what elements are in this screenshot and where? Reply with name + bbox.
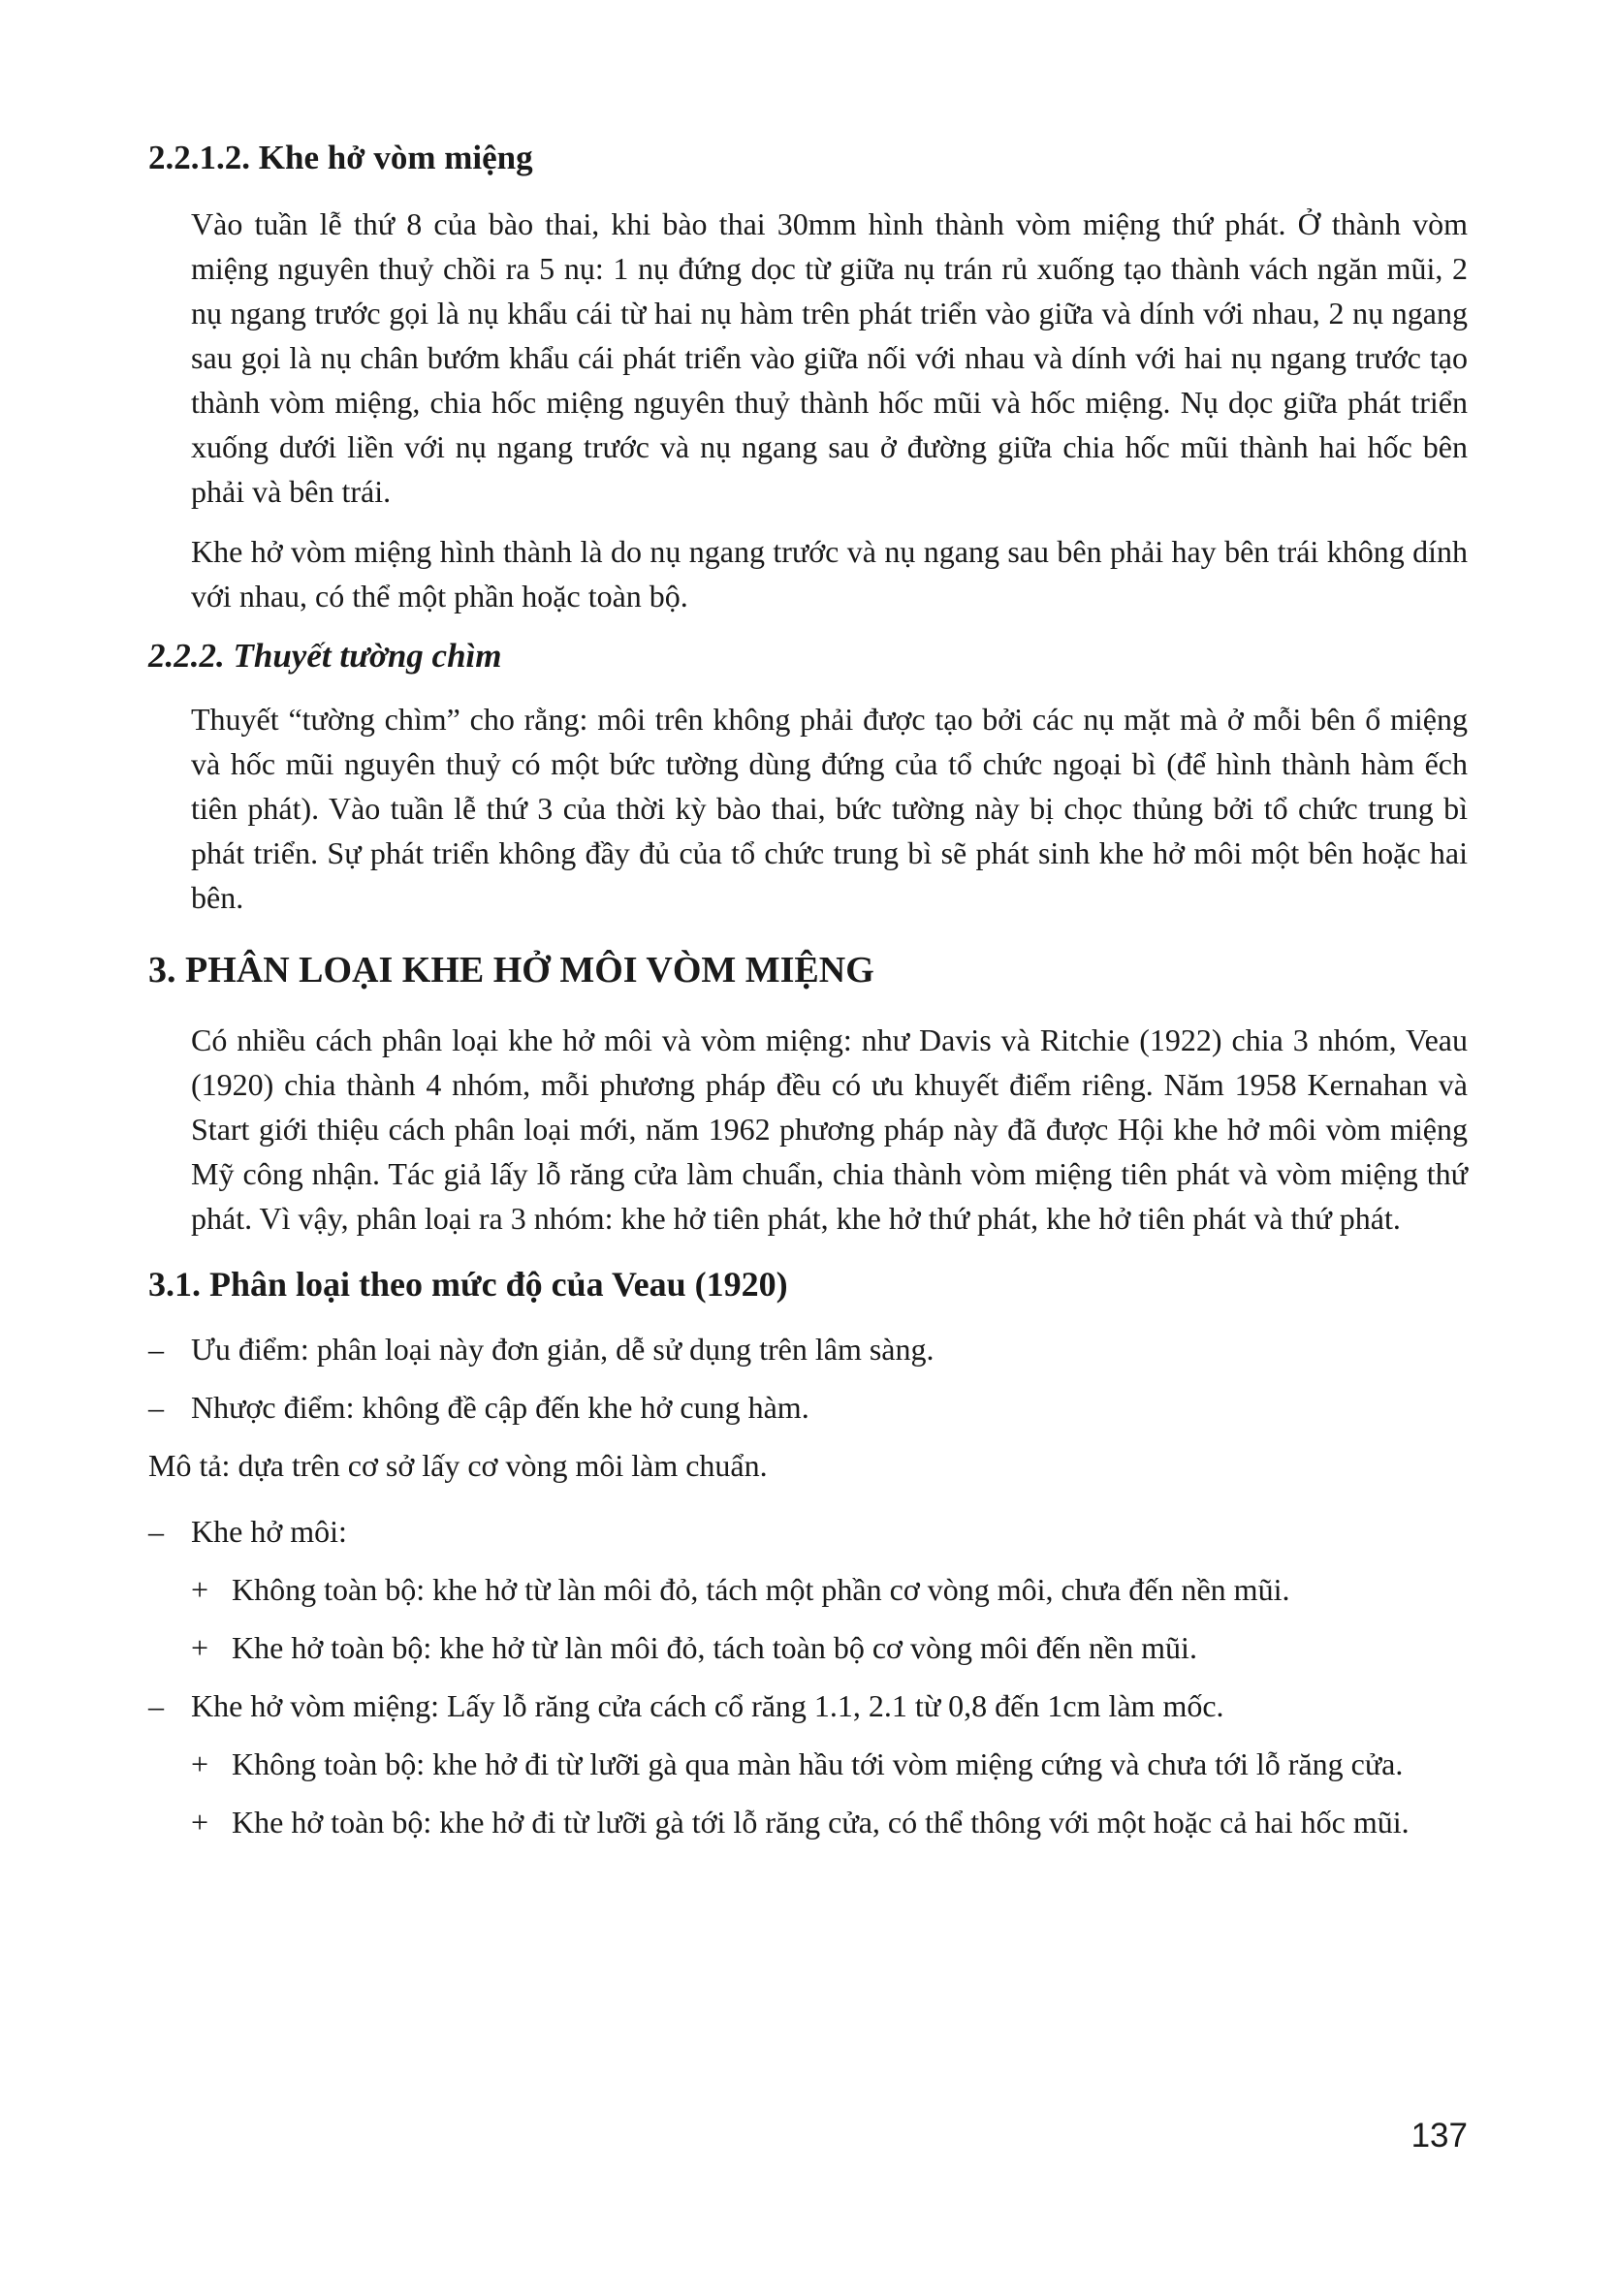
plus-marker: + xyxy=(191,1572,209,1608)
list-item xyxy=(148,1327,1468,1371)
plus-marker: + xyxy=(191,1746,209,1782)
sub-item-text: Khe hở toàn bộ: khe hở từ làn môi đỏ, tách toàn bộ cơ vòng môi đến nền mũi. xyxy=(232,1630,1197,1666)
paragraph: Có nhiều cách phân loại khe hở môi và vòm miệng: như Davis và Ritchie (1922) chia 3 nhóm, Veau (1920) chia thành 4 nhóm, mỗi phương pháp đều có ưu khuyết điểm riêng. Năm 1958 Kernahan và Start giới thiệu cách phân loại mới, năm 1962 phương pháp này đã được Hội khe hở môi vòm miệng Mỹ công nhận. Tác giả lấy lỗ răng cửa làm chuẩn, chia thành vòm miệng tiên phát và vòm miệng thứ phát. Vì vậy, phân loại ra 3 nhóm: khe hở tiên phát, khe hở thứ phát, khe hở tiên phát và thứ phát. xyxy=(191,1022,1468,1237)
sub-item-text: Không toàn bộ: khe hở từ làn môi đỏ, tách một phần cơ vòng môi, chưa đến nền mũi. xyxy=(232,1572,1290,1608)
palate-cleft-title: Khe hở vòm miệng: Lấy lỗ răng cửa cách cổ răng 1.1, 2.1 từ 0,8 đến 1cm làm mốc. xyxy=(191,1688,1224,1724)
sub-list-item xyxy=(191,1567,1468,1612)
dash-marker: – xyxy=(148,1688,164,1724)
sub-list-item xyxy=(191,1800,1468,1844)
disadvantage-text: Nhược điểm: không đề cập đến khe hở cung hàm. xyxy=(191,1390,809,1426)
heading-section-3: 3. PHÂN LOẠI KHE HỞ MÔI VÒM MIỆNG xyxy=(148,950,874,991)
description-text: Mô tả: dựa trên cơ sở lấy cơ vòng môi làm chuẩn. xyxy=(148,1448,768,1484)
paragraph: Khe hở vòm miệng hình thành là do nụ ngang trước và nụ ngang sau bên phải hay bên trái không dính với nhau, có thể một phần hoặc toàn bộ. xyxy=(191,533,1468,613)
heading-3-1: 3.1. Phân loại theo mức độ của Veau (1920) xyxy=(148,1265,788,1305)
heading-2-2-2: 2.2.2. Thuyết tường chìm xyxy=(148,636,502,675)
dash-marker: – xyxy=(148,1332,164,1368)
list-item xyxy=(148,1385,1468,1430)
classification-list xyxy=(148,1509,1468,1844)
sub-list-item xyxy=(191,1742,1468,1786)
paragraph: Thuyết “tường chìm” cho rằng: môi trên không phải được tạo bởi các nụ mặt mà ở mỗi bên ổ miệng và hốc mũi nguyên thuỷ có một bức tường dùng đứng của tổ chức ngoại bì (để hình thành hàm ếch tiên phát). Vào tuần lễ thứ 3 của thời kỳ bào thai, bức tường này bị chọc thủng bởi tổ chức trung bì phát triển. Sự phát triển không đầy đủ của tổ chức trung bì sẽ phát sinh khe hở môi một bên hoặc hai bên. xyxy=(191,702,1468,915)
dash-marker: – xyxy=(148,1390,164,1426)
plus-marker: + xyxy=(191,1805,209,1840)
plus-marker: + xyxy=(191,1630,209,1666)
page-number: 137 xyxy=(1410,2117,1468,2154)
list-item xyxy=(148,1683,1468,1728)
advantage-text: Ưu điểm: phân loại này đơn giản, dễ sử dụng trên lâm sàng. xyxy=(191,1332,935,1368)
lip-cleft-title: Khe hở môi: xyxy=(191,1514,347,1550)
dash-marker: – xyxy=(148,1514,164,1550)
sub-item-text: Khe hở toàn bộ: khe hở đi từ lưỡi gà tới lỗ răng cửa, có thể thông với một hoặc cả hai hốc mũi. xyxy=(232,1805,1410,1840)
paragraph: Vào tuần lễ thứ 8 của bào thai, khi bào thai 30mm hình thành vòm miệng thứ phát. Ở thành vòm miệng nguyên thuỷ chồi ra 5 nụ: 1 nụ đứng dọc từ giữa nụ trán rủ xuống tạo thành vách ngăn mũi, 2 nụ ngang trước gọi là nụ khẩu cái từ hai nụ hàm trên phát triển vào giữa và dính với nhau, 2 nụ ngang sau gọi là nụ chân bướm khẩu cái phát triển vào giữa nối với nhau và dính với hai nụ ngang trước tạo thành vòm miệng, chia hốc miệng nguyên thuỷ thành hốc mũi và hốc miệng. Nụ dọc giữa phát triển xuống dưới liền với nụ ngang trước và nụ ngang sau ở đường giữa chia hốc mũi thành hai hốc bên phải và bên trái. xyxy=(191,205,1468,509)
sub-list-item xyxy=(191,1625,1468,1670)
sub-item-text: Không toàn bộ: khe hở đi từ lưỡi gà qua màn hầu tới vòm miệng cứng và chưa tới lỗ răng cửa. xyxy=(232,1746,1404,1782)
list-item xyxy=(148,1509,1468,1554)
pros-cons-list xyxy=(148,1327,1468,1430)
heading-2-2-1-2: 2.2.1.2. Khe hở vòm miệng xyxy=(148,139,533,176)
